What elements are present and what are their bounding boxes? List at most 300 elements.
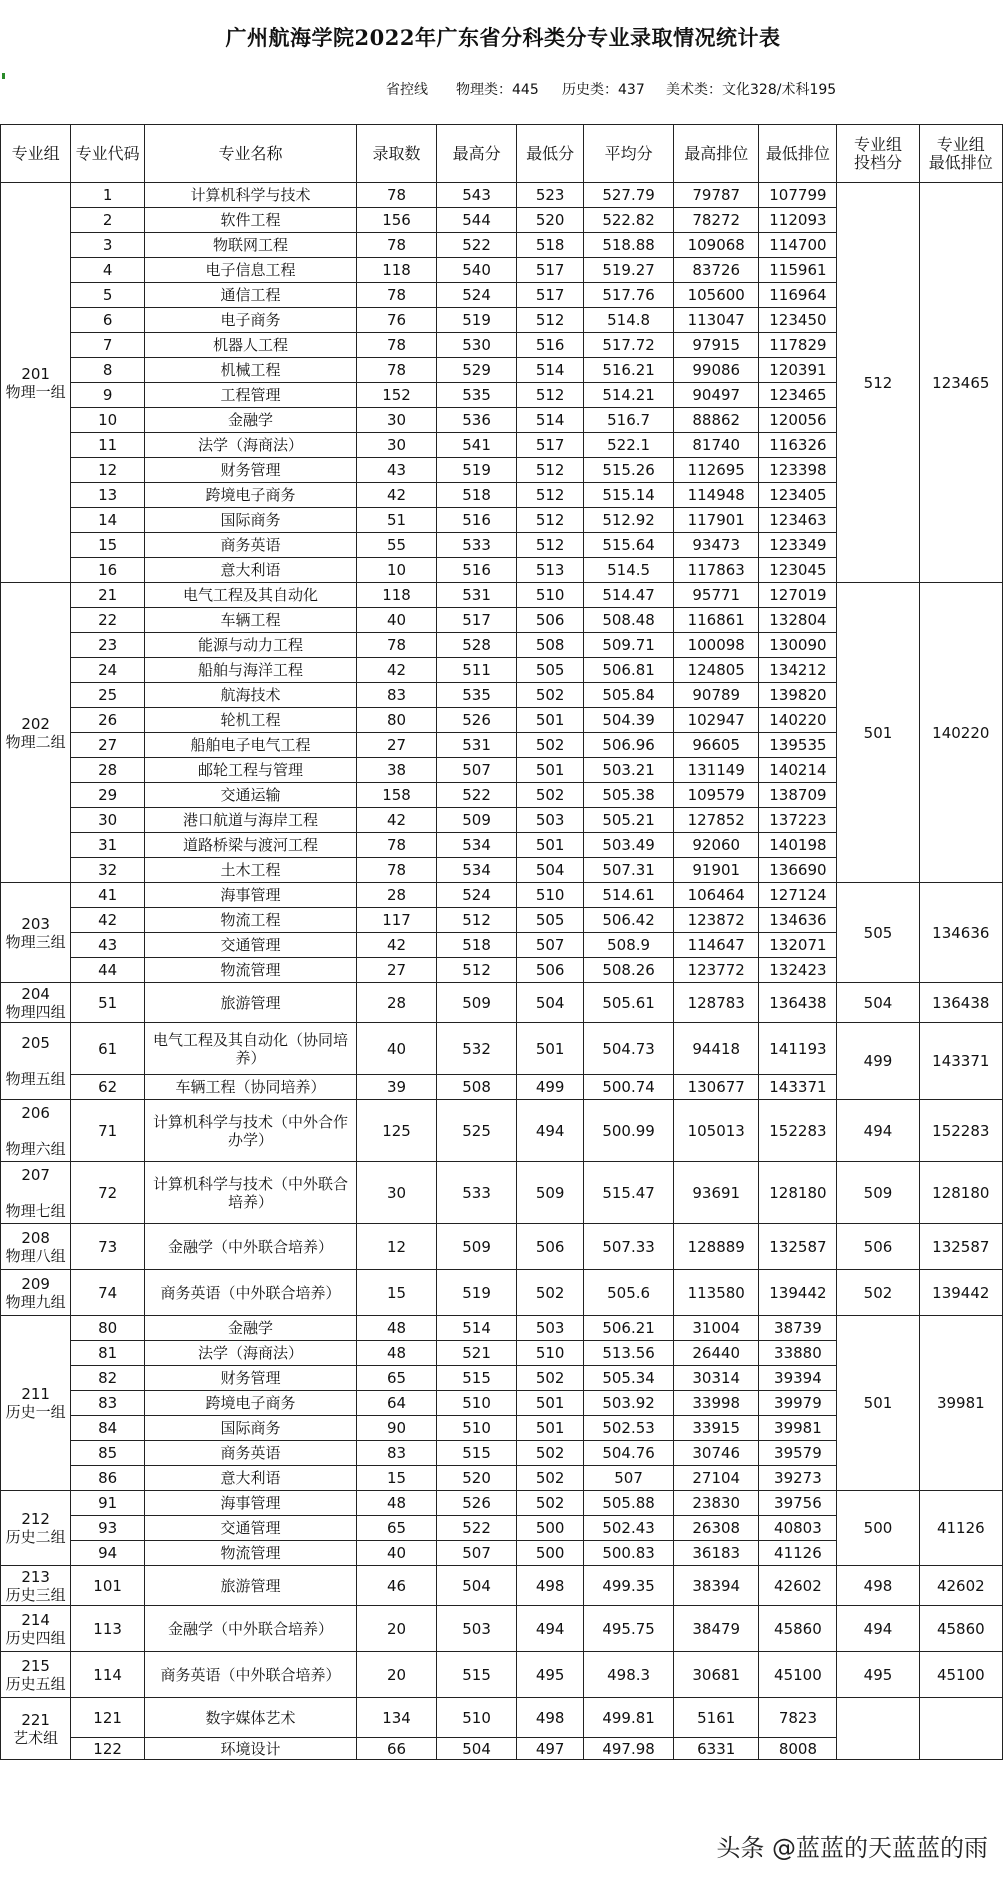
major-code-cell: 1 (71, 183, 145, 208)
avg-score-cell: 505.34 (584, 1366, 674, 1391)
major-code-cell: 80 (71, 1316, 145, 1341)
admitted-cell: 27 (356, 733, 436, 758)
min-score-cell: 499 (517, 1075, 584, 1100)
max-rank-cell: 130677 (673, 1075, 758, 1100)
min-rank-cell: 136690 (759, 858, 837, 883)
avg-score-cell: 506.96 (584, 733, 674, 758)
major-code-cell: 113 (71, 1606, 145, 1652)
column-header: 最低分 (517, 125, 584, 183)
admitted-cell: 42 (356, 658, 436, 683)
major-code-cell: 9 (71, 383, 145, 408)
min-rank-cell: 45100 (759, 1652, 837, 1698)
table-row (1, 1491, 1003, 1516)
major-name-cell: 电气工程及其自动化（协同培养） (144, 1023, 356, 1075)
major-name-cell: 机器人工程 (144, 333, 356, 358)
min-rank-cell: 136438 (759, 983, 837, 1023)
major-name-cell: 商务英语（中外联合培养） (144, 1652, 356, 1698)
group-min-rank-cell: 123465 (919, 183, 1002, 583)
admitted-cell: 66 (356, 1738, 436, 1760)
avg-score-cell: 514.61 (584, 883, 674, 908)
max-score-cell: 512 (437, 958, 517, 983)
group-cell: 206 物理六组 (1, 1100, 71, 1162)
group-min-rank-cell: 45100 (919, 1652, 1002, 1698)
group-min-rank-cell: 143371 (919, 1023, 1002, 1100)
max-score-cell: 519 (437, 308, 517, 333)
min-rank-cell: 38739 (759, 1316, 837, 1341)
major-code-cell: 8 (71, 358, 145, 383)
column-header: 平均分 (584, 125, 674, 183)
min-rank-cell: 141193 (759, 1023, 837, 1075)
min-rank-cell: 140214 (759, 758, 837, 783)
group-min-rank-cell: 134636 (919, 883, 1002, 983)
major-code-cell: 44 (71, 958, 145, 983)
min-rank-cell: 137223 (759, 808, 837, 833)
avg-score-cell: 515.47 (584, 1162, 674, 1224)
avg-score-cell: 514.8 (584, 308, 674, 333)
max-score-cell: 510 (437, 1698, 517, 1738)
max-rank-cell: 127852 (673, 808, 758, 833)
admitted-cell: 78 (356, 333, 436, 358)
max-rank-cell: 5161 (673, 1698, 758, 1738)
major-name-cell: 车辆工程（协同培养） (144, 1075, 356, 1100)
max-rank-cell: 30314 (673, 1366, 758, 1391)
group-cutoff-cell: 499 (837, 1023, 919, 1100)
min-rank-cell: 138709 (759, 783, 837, 808)
major-name-cell: 通信工程 (144, 283, 356, 308)
avg-score-cell: 499.81 (584, 1698, 674, 1738)
major-name-cell: 电子商务 (144, 308, 356, 333)
min-rank-cell: 112093 (759, 208, 837, 233)
min-rank-cell: 134212 (759, 658, 837, 683)
avg-score-cell: 508.48 (584, 608, 674, 633)
major-name-cell: 电气工程及其自动化 (144, 583, 356, 608)
major-name-cell: 海事管理 (144, 883, 356, 908)
max-score-cell: 528 (437, 633, 517, 658)
min-score-cell: 506 (517, 1224, 584, 1270)
max-rank-cell: 109068 (673, 233, 758, 258)
min-score-cell: 501 (517, 1023, 584, 1075)
min-score-cell: 512 (517, 383, 584, 408)
avg-score-cell: 505.88 (584, 1491, 674, 1516)
min-rank-cell: 39273 (759, 1466, 837, 1491)
min-rank-cell: 132423 (759, 958, 837, 983)
admitted-cell: 125 (356, 1100, 436, 1162)
max-rank-cell: 33915 (673, 1416, 758, 1441)
min-score-cell: 502 (517, 1270, 584, 1316)
avg-score-cell: 506.21 (584, 1316, 674, 1341)
max-rank-cell: 38394 (673, 1566, 758, 1606)
max-score-cell: 524 (437, 883, 517, 908)
min-rank-cell: 139442 (759, 1270, 837, 1316)
min-rank-cell: 140198 (759, 833, 837, 858)
group-min-rank-cell: 41126 (919, 1491, 1002, 1566)
admitted-cell: 83 (356, 1441, 436, 1466)
max-score-cell: 504 (437, 1566, 517, 1606)
avg-score-cell: 515.26 (584, 458, 674, 483)
group-cutoff-cell: 500 (837, 1491, 919, 1566)
max-score-cell: 518 (437, 483, 517, 508)
group-min-rank-cell: 132587 (919, 1224, 1002, 1270)
max-rank-cell: 93473 (673, 533, 758, 558)
max-score-cell: 524 (437, 283, 517, 308)
max-score-cell: 536 (437, 408, 517, 433)
min-rank-cell: 41126 (759, 1541, 837, 1566)
major-code-cell: 42 (71, 908, 145, 933)
group-cutoff-cell (837, 1698, 919, 1760)
admitted-cell: 42 (356, 933, 436, 958)
major-name-cell: 物流工程 (144, 908, 356, 933)
admitted-cell: 158 (356, 783, 436, 808)
min-score-cell: 502 (517, 1441, 584, 1466)
group-cutoff-cell: 505 (837, 883, 919, 983)
max-score-cell: 519 (437, 458, 517, 483)
min-score-cell: 523 (517, 183, 584, 208)
max-score-cell: 521 (437, 1341, 517, 1366)
column-header: 录取数 (356, 125, 436, 183)
min-score-cell: 505 (517, 658, 584, 683)
max-score-cell: 535 (437, 383, 517, 408)
avg-score-cell: 505.6 (584, 1270, 674, 1316)
min-score-cell: 502 (517, 1491, 584, 1516)
max-rank-cell: 123772 (673, 958, 758, 983)
avg-score-cell: 514.5 (584, 558, 674, 583)
max-rank-cell: 27104 (673, 1466, 758, 1491)
min-score-cell: 512 (517, 458, 584, 483)
group-cutoff-cell: 494 (837, 1100, 919, 1162)
min-rank-cell: 152283 (759, 1100, 837, 1162)
min-score-cell: 494 (517, 1100, 584, 1162)
min-rank-cell: 123349 (759, 533, 837, 558)
admitted-cell: 90 (356, 1416, 436, 1441)
watermark: 头条 @蓝蓝的天蓝蓝的雨 (710, 1828, 994, 1863)
max-rank-cell: 94418 (673, 1023, 758, 1075)
max-rank-cell: 26440 (673, 1341, 758, 1366)
max-rank-cell: 31004 (673, 1316, 758, 1341)
avg-score-cell: 500.74 (584, 1075, 674, 1100)
major-name-cell: 物联网工程 (144, 233, 356, 258)
min-rank-cell: 143371 (759, 1075, 837, 1100)
admitted-cell: 15 (356, 1466, 436, 1491)
major-code-cell: 5 (71, 283, 145, 308)
max-rank-cell: 83726 (673, 258, 758, 283)
major-name-cell: 金融学（中外联合培养） (144, 1224, 356, 1270)
major-code-cell: 10 (71, 408, 145, 433)
table-body (1, 183, 1003, 1760)
major-name-cell: 电子信息工程 (144, 258, 356, 283)
min-rank-cell: 127124 (759, 883, 837, 908)
table-row (1, 983, 1003, 1023)
major-code-cell: 25 (71, 683, 145, 708)
admitted-cell: 15 (356, 1270, 436, 1316)
major-code-cell: 24 (71, 658, 145, 683)
min-score-cell: 512 (517, 533, 584, 558)
max-score-cell: 507 (437, 1541, 517, 1566)
major-code-cell: 28 (71, 758, 145, 783)
max-rank-cell: 109579 (673, 783, 758, 808)
admitted-cell: 48 (356, 1491, 436, 1516)
group-cell: 214 历史四组 (1, 1606, 71, 1652)
column-header: 最低排位 (759, 125, 837, 183)
max-score-cell: 511 (437, 658, 517, 683)
admitted-cell: 48 (356, 1316, 436, 1341)
avg-score-cell: 505.38 (584, 783, 674, 808)
major-code-cell: 14 (71, 508, 145, 533)
avg-score-cell: 503.92 (584, 1391, 674, 1416)
table-row (1, 1270, 1003, 1316)
group-cell: 203 物理三组 (1, 883, 71, 983)
avg-score-cell: 499.35 (584, 1566, 674, 1606)
major-name-cell: 跨境电子商务 (144, 483, 356, 508)
major-code-cell: 22 (71, 608, 145, 633)
major-code-cell: 23 (71, 633, 145, 658)
admitted-cell: 20 (356, 1652, 436, 1698)
avg-score-cell: 503.49 (584, 833, 674, 858)
min-rank-cell: 33880 (759, 1341, 837, 1366)
group-cutoff-cell: 501 (837, 583, 919, 883)
min-rank-cell: 39756 (759, 1491, 837, 1516)
avg-score-cell: 518.88 (584, 233, 674, 258)
table-row (1, 1224, 1003, 1270)
group-cell: 205 物理五组 (1, 1023, 71, 1100)
max-rank-cell: 95771 (673, 583, 758, 608)
group-cell: 201 物理一组 (1, 183, 71, 583)
major-code-cell: 6 (71, 308, 145, 333)
group-cell: 215 历史五组 (1, 1652, 71, 1698)
max-score-cell: 503 (437, 1606, 517, 1652)
table-row (1, 1100, 1003, 1162)
min-rank-cell: 8008 (759, 1738, 837, 1760)
table-row (1, 1023, 1003, 1075)
min-rank-cell: 134636 (759, 908, 837, 933)
table-row (1, 583, 1003, 608)
max-rank-cell: 6331 (673, 1738, 758, 1760)
major-name-cell: 数字媒体艺术 (144, 1698, 356, 1738)
min-score-cell: 501 (517, 1391, 584, 1416)
table-row (1, 1698, 1003, 1738)
admitted-cell: 30 (356, 1162, 436, 1224)
group-min-rank-cell: 139442 (919, 1270, 1002, 1316)
table-row (1, 1316, 1003, 1341)
max-rank-cell: 79787 (673, 183, 758, 208)
avg-score-cell: 517.76 (584, 283, 674, 308)
min-score-cell: 501 (517, 833, 584, 858)
major-name-cell: 国际商务 (144, 508, 356, 533)
major-name-cell: 软件工程 (144, 208, 356, 233)
max-rank-cell: 131149 (673, 758, 758, 783)
group-min-rank-cell: 140220 (919, 583, 1002, 883)
admitted-cell: 78 (356, 183, 436, 208)
max-score-cell: 535 (437, 683, 517, 708)
min-rank-cell: 123450 (759, 308, 837, 333)
max-score-cell: 509 (437, 808, 517, 833)
major-name-cell: 车辆工程 (144, 608, 356, 633)
max-score-cell: 509 (437, 983, 517, 1023)
major-name-cell: 计算机科学与技术 (144, 183, 356, 208)
min-score-cell: 510 (517, 583, 584, 608)
min-rank-cell: 123465 (759, 383, 837, 408)
major-code-cell: 73 (71, 1224, 145, 1270)
admitted-cell: 118 (356, 583, 436, 608)
avg-score-cell: 509.71 (584, 633, 674, 658)
admitted-cell: 78 (356, 633, 436, 658)
min-score-cell: 502 (517, 783, 584, 808)
min-score-cell: 517 (517, 433, 584, 458)
min-score-cell: 510 (517, 883, 584, 908)
avg-score-cell: 504.39 (584, 708, 674, 733)
min-score-cell: 514 (517, 358, 584, 383)
max-score-cell: 532 (437, 1023, 517, 1075)
major-code-cell: 121 (71, 1698, 145, 1738)
group-cutoff-cell: 494 (837, 1606, 919, 1652)
group-cell: 204 物理四组 (1, 983, 71, 1023)
max-score-cell: 522 (437, 783, 517, 808)
min-rank-cell: 116326 (759, 433, 837, 458)
avg-score-cell: 519.27 (584, 258, 674, 283)
max-score-cell: 525 (437, 1100, 517, 1162)
group-cutoff-cell: 501 (837, 1316, 919, 1491)
major-code-cell: 86 (71, 1466, 145, 1491)
min-score-cell: 513 (517, 558, 584, 583)
control-line-physics: 物理类：445 (456, 82, 539, 98)
min-rank-cell: 123463 (759, 508, 837, 533)
group-cell: 213 历史三组 (1, 1566, 71, 1606)
avg-score-cell: 504.76 (584, 1441, 674, 1466)
column-header: 专业名称 (144, 125, 356, 183)
avg-score-cell: 498.3 (584, 1652, 674, 1698)
min-rank-cell: 132804 (759, 608, 837, 633)
max-score-cell: 517 (437, 608, 517, 633)
group-min-rank-cell: 39981 (919, 1316, 1002, 1491)
min-rank-cell: 39981 (759, 1416, 837, 1441)
admitted-cell: 38 (356, 758, 436, 783)
major-name-cell: 环境设计 (144, 1738, 356, 1760)
max-score-cell: 526 (437, 708, 517, 733)
column-header: 专业代码 (71, 125, 145, 183)
avg-score-cell: 500.99 (584, 1100, 674, 1162)
min-rank-cell: 120391 (759, 358, 837, 383)
min-rank-cell: 39394 (759, 1366, 837, 1391)
major-name-cell: 国际商务 (144, 1416, 356, 1441)
major-name-cell: 商务英语（中外联合培养） (144, 1270, 356, 1316)
max-rank-cell: 117863 (673, 558, 758, 583)
avg-score-cell: 514.47 (584, 583, 674, 608)
major-name-cell: 交通运输 (144, 783, 356, 808)
max-score-cell: 509 (437, 1224, 517, 1270)
avg-score-cell: 505.21 (584, 808, 674, 833)
min-score-cell: 494 (517, 1606, 584, 1652)
major-name-cell: 土木工程 (144, 858, 356, 883)
max-score-cell: 522 (437, 233, 517, 258)
admitted-cell: 65 (356, 1366, 436, 1391)
major-code-cell: 71 (71, 1100, 145, 1162)
max-rank-cell: 90497 (673, 383, 758, 408)
max-score-cell: 518 (437, 933, 517, 958)
major-code-cell: 81 (71, 1341, 145, 1366)
admitted-cell: 40 (356, 608, 436, 633)
min-rank-cell: 123405 (759, 483, 837, 508)
min-score-cell: 502 (517, 683, 584, 708)
max-rank-cell: 91901 (673, 858, 758, 883)
cell-marker (2, 73, 5, 79)
min-rank-cell: 127019 (759, 583, 837, 608)
group-min-rank-cell: 128180 (919, 1162, 1002, 1224)
major-code-cell: 83 (71, 1391, 145, 1416)
major-name-cell: 意大利语 (144, 1466, 356, 1491)
min-score-cell: 516 (517, 333, 584, 358)
max-rank-cell: 26308 (673, 1516, 758, 1541)
admitted-cell: 78 (356, 833, 436, 858)
min-score-cell: 507 (517, 933, 584, 958)
major-name-cell: 能源与动力工程 (144, 633, 356, 658)
admitted-cell: 20 (356, 1606, 436, 1652)
max-rank-cell: 88862 (673, 408, 758, 433)
min-score-cell: 508 (517, 633, 584, 658)
max-score-cell: 515 (437, 1441, 517, 1466)
major-code-cell: 15 (71, 533, 145, 558)
avg-score-cell: 502.43 (584, 1516, 674, 1541)
min-score-cell: 514 (517, 408, 584, 433)
avg-score-cell: 512.92 (584, 508, 674, 533)
avg-score-cell: 508.9 (584, 933, 674, 958)
max-score-cell: 533 (437, 533, 517, 558)
admitted-cell: 40 (356, 1541, 436, 1566)
column-header: 专业组 最低排位 (919, 125, 1002, 183)
avg-score-cell: 514.21 (584, 383, 674, 408)
major-code-cell: 30 (71, 808, 145, 833)
major-code-cell: 62 (71, 1075, 145, 1100)
group-cutoff-cell: 502 (837, 1270, 919, 1316)
admitted-cell: 55 (356, 533, 436, 558)
max-score-cell: 507 (437, 758, 517, 783)
major-name-cell: 邮轮工程与管理 (144, 758, 356, 783)
min-score-cell: 517 (517, 283, 584, 308)
admitted-cell: 48 (356, 1341, 436, 1366)
group-cell: 211 历史一组 (1, 1316, 71, 1491)
admission-table (0, 124, 1003, 1760)
min-score-cell: 512 (517, 308, 584, 333)
max-score-cell: 519 (437, 1270, 517, 1316)
min-score-cell: 512 (517, 483, 584, 508)
admitted-cell: 30 (356, 433, 436, 458)
major-code-cell: 11 (71, 433, 145, 458)
major-name-cell: 法学（海商法） (144, 433, 356, 458)
admitted-cell: 28 (356, 983, 436, 1023)
max-rank-cell: 30746 (673, 1441, 758, 1466)
max-rank-cell: 116861 (673, 608, 758, 633)
max-rank-cell: 113580 (673, 1270, 758, 1316)
major-name-cell: 商务英语 (144, 1441, 356, 1466)
max-rank-cell: 99086 (673, 358, 758, 383)
max-rank-cell: 78272 (673, 208, 758, 233)
max-rank-cell: 90789 (673, 683, 758, 708)
avg-score-cell: 503.21 (584, 758, 674, 783)
group-min-rank-cell (919, 1698, 1002, 1760)
major-name-cell: 意大利语 (144, 558, 356, 583)
admitted-cell: 10 (356, 558, 436, 583)
control-line-history: 历史类：437 (562, 82, 645, 98)
max-rank-cell: 36183 (673, 1541, 758, 1566)
major-name-cell: 轮机工程 (144, 708, 356, 733)
major-code-cell: 7 (71, 333, 145, 358)
admitted-cell: 78 (356, 283, 436, 308)
max-rank-cell: 105600 (673, 283, 758, 308)
max-score-cell: 526 (437, 1491, 517, 1516)
avg-score-cell: 497.98 (584, 1738, 674, 1760)
avg-score-cell: 516.21 (584, 358, 674, 383)
major-name-cell: 工程管理 (144, 383, 356, 408)
min-score-cell: 503 (517, 1316, 584, 1341)
major-code-cell: 4 (71, 258, 145, 283)
